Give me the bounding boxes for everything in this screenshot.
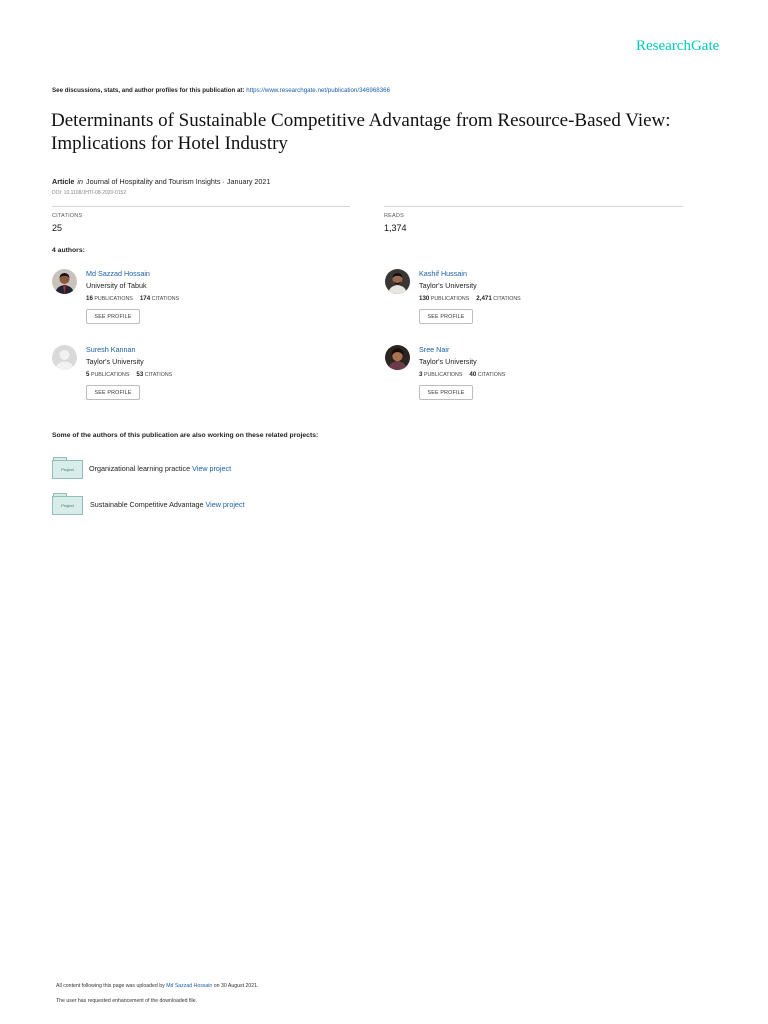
- author-name[interactable]: Md Sazzad Hossain: [86, 269, 150, 278]
- author-name[interactable]: Sree Nair: [419, 345, 450, 354]
- project-item: [52, 456, 452, 480]
- see-profile-button[interactable]: SEE PROFILE: [419, 385, 473, 400]
- citations-label: CITATIONS: [52, 213, 83, 219]
- author-name[interactable]: Suresh Kannan: [86, 345, 136, 354]
- author-card: [385, 345, 665, 413]
- project-icon-label: Project: [61, 467, 74, 472]
- citations-value: 25: [52, 223, 63, 233]
- publications-count: 5: [86, 371, 90, 378]
- doi: DOI: 10.1108/JHTI-08-2020-0152: [52, 190, 127, 196]
- avatar[interactable]: [52, 269, 77, 294]
- project-title: Sustainable Competitive Advantage: [90, 500, 204, 509]
- project-folder-icon: [52, 496, 83, 515]
- author-affiliation: University of Tabuk: [86, 281, 147, 290]
- enhancement-note: The user has requested enhancement of the downloaded file.: [56, 998, 198, 1004]
- projects-heading: Some of the authors of this publication are also working on these related projects:: [52, 432, 319, 439]
- author-stats: [86, 295, 179, 302]
- citations-label: CITATIONS: [151, 296, 180, 302]
- citations-label: CITATIONS: [144, 372, 173, 378]
- project-icon-label: Project: [61, 503, 74, 508]
- paper-title: Determinants of Sustainable Competitive Advantage from Resource-Based View: Implications for Hotel Industry: [51, 110, 671, 154]
- project-item: [52, 492, 452, 516]
- author-stats: [419, 371, 505, 378]
- project-title-line: [90, 500, 245, 509]
- upload-prefix: All content following this page was uploaded by: [56, 983, 165, 989]
- article-type: Article: [52, 177, 75, 186]
- publications-label: PUBLICATIONS: [423, 372, 463, 378]
- author-name[interactable]: Kashif Hussain: [419, 269, 467, 278]
- reads-divider: [384, 206, 683, 207]
- author-affiliation: Taylor's University: [86, 357, 144, 366]
- upload-suffix: on 30 August 2021.: [213, 983, 259, 989]
- citations-label: CITATIONS: [493, 296, 521, 302]
- publications-count: 130: [419, 295, 430, 302]
- authors-heading: 4 authors:: [52, 247, 85, 254]
- publications-label: PUBLICATIONS: [430, 296, 470, 302]
- citations-label: CITATIONS: [477, 372, 506, 378]
- publications-count: 3: [419, 371, 423, 378]
- citations-count: 174: [139, 295, 151, 302]
- see-profile-button[interactable]: SEE PROFILE: [419, 309, 473, 324]
- view-project-link[interactable]: View project: [192, 464, 232, 473]
- publications-label: PUBLICATIONS: [90, 372, 130, 378]
- author-stats: [419, 295, 521, 302]
- article-meta: [52, 177, 270, 186]
- author-affiliation: Taylor's University: [419, 357, 477, 366]
- citations-divider: [52, 206, 350, 207]
- publications-count: 16: [86, 295, 93, 302]
- citations-count: 2,471: [476, 295, 492, 302]
- publication-url-link[interactable]: https://www.researchgate.net/publication/346968366: [246, 87, 391, 94]
- researchgate-logo[interactable]: ResearchGate: [636, 38, 720, 54]
- avatar[interactable]: [385, 345, 410, 370]
- project-title-line: [89, 464, 231, 473]
- project-title: Organizational learning practice: [89, 464, 191, 473]
- reads-value: 1,374: [384, 223, 407, 233]
- reads-label: READS: [384, 213, 404, 219]
- avatar[interactable]: [385, 269, 410, 294]
- project-folder-icon: [52, 460, 83, 479]
- citations-count: 40: [469, 371, 477, 378]
- author-card: [52, 269, 332, 337]
- avatar[interactable]: [52, 345, 77, 370]
- discussion-prefix: See discussions, stats, and author profiles for this publication at:: [52, 87, 245, 94]
- citations-count: 53: [136, 371, 144, 378]
- in-word: in: [77, 177, 83, 186]
- see-profile-button[interactable]: SEE PROFILE: [86, 309, 140, 324]
- author-stats: [86, 371, 172, 378]
- discussion-line: [52, 87, 390, 94]
- author-card: [52, 345, 332, 413]
- view-project-link[interactable]: View project: [205, 500, 245, 509]
- uploader-link[interactable]: Md Sazzad Hossain: [166, 983, 213, 989]
- see-profile-button[interactable]: SEE PROFILE: [86, 385, 140, 400]
- upload-note: [56, 983, 259, 989]
- publications-label: PUBLICATIONS: [94, 296, 133, 302]
- author-card: [385, 269, 665, 337]
- journal-name: Journal of Hospitality and Tourism Insights · January 2021: [85, 177, 271, 186]
- author-affiliation: Taylor's University: [419, 281, 477, 290]
